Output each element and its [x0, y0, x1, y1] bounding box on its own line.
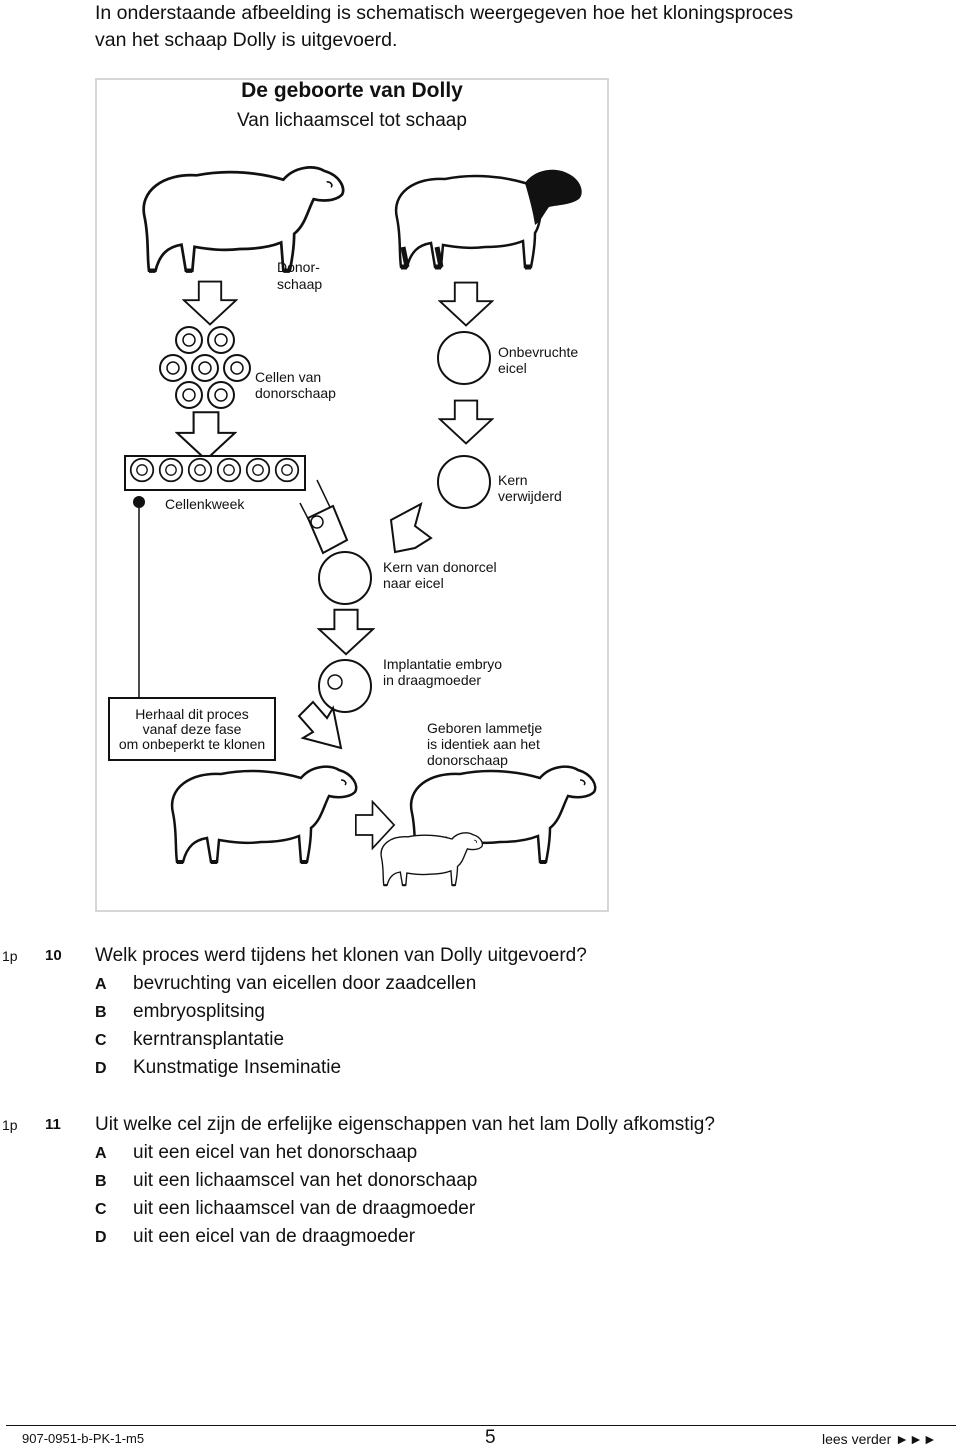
surrogate-sheep: [172, 767, 356, 862]
option-text: bevruchting van eicellen door zaadcellen: [133, 973, 477, 994]
label-donor-2: schaap: [277, 276, 323, 292]
option-letter: B: [95, 1004, 107, 1021]
intro-line-1: In onderstaande afbeelding is schematisch weergegeven hoe het kloningsproces: [95, 2, 794, 24]
option-d[interactable]: [95, 1057, 341, 1079]
option-letter: D: [95, 1060, 107, 1077]
label-implant-2: in draagmoeder: [383, 672, 482, 688]
pipette: [300, 480, 347, 553]
embryo-nucleus: [328, 675, 342, 689]
page-number: 5: [485, 1427, 496, 1448]
question-number: 10: [45, 947, 62, 964]
embryo: [319, 660, 371, 712]
arrow-down-1: [184, 282, 236, 325]
label-cells-2: donorschaap: [255, 385, 336, 401]
option-letter: B: [95, 1173, 107, 1190]
option-letter: D: [95, 1229, 107, 1246]
option-a[interactable]: [95, 973, 476, 995]
label-born-1: Geboren lammetje: [427, 720, 543, 736]
option-b[interactable]: [95, 1170, 477, 1192]
option-text: embryosplitsing: [133, 1001, 265, 1022]
label-repeat-1: Herhaal dit proces: [135, 706, 249, 722]
figure-title: De geboorte van Dolly: [241, 79, 463, 102]
label-egg-1: Onbevruchte: [498, 344, 579, 360]
donor-cells: [160, 327, 250, 408]
question-number: 11: [45, 1116, 61, 1133]
arrow-down-5: [319, 610, 373, 654]
label-nucleus-2: verwijderd: [498, 488, 562, 504]
arrow-diagonal-1: [391, 504, 431, 552]
egg-with-donor-nucleus: [319, 552, 371, 604]
points-label: 1p: [2, 1117, 18, 1133]
label-egg-2: eicel: [498, 360, 527, 376]
exam-code: 907-0951-b-PK-1-m5: [22, 1431, 145, 1446]
label-nucleus-1: Kern: [498, 472, 528, 488]
option-text: Kunstmatige Inseminatie: [133, 1057, 342, 1078]
option-c[interactable]: [95, 1198, 475, 1220]
label-donor-1: Donor-: [277, 259, 320, 275]
option-text: uit een eicel van het donorschaap: [133, 1142, 418, 1163]
arrow-down-3: [440, 283, 492, 326]
option-d[interactable]: [95, 1226, 415, 1248]
enucleated-egg: [438, 456, 490, 508]
cell-culture-dish: [125, 456, 305, 490]
cloning-diagram: [95, 78, 609, 912]
question-stem: Uit welke cel zijn de erfelijke eigenschappen van het lam Dolly afkomstig?: [95, 1114, 715, 1135]
label-cells-1: Cellen van: [255, 369, 322, 385]
label-transfer-1: Kern van donorcel: [383, 559, 497, 575]
page-footer: [0, 1425, 960, 1447]
option-text: kerntransplantatie: [133, 1029, 285, 1050]
continue-label: lees verder ►►►: [822, 1431, 937, 1447]
figure-subtitle: Van lichaamscel tot schaap: [237, 110, 467, 131]
option-letter: A: [95, 976, 107, 993]
label-transfer-2: naar eicel: [383, 575, 444, 591]
option-letter: C: [95, 1201, 107, 1218]
option-b[interactable]: [95, 1001, 265, 1023]
option-letter: C: [95, 1032, 107, 1049]
label-born-2: is identiek aan het: [427, 736, 540, 752]
option-text: uit een lichaamscel van de draagmoeder: [133, 1198, 476, 1219]
label-repeat-2: vanaf deze fase: [142, 721, 242, 737]
blackface-sheep: [396, 170, 582, 267]
donor-sheep: [144, 167, 343, 270]
unfertilized-egg: [438, 332, 490, 384]
option-text: uit een eicel van de draagmoeder: [133, 1226, 416, 1247]
label-culture: Cellenkweek: [165, 496, 245, 512]
option-a[interactable]: [95, 1142, 417, 1164]
points-label: 1p: [2, 948, 18, 964]
arrow-down-2: [177, 412, 235, 460]
dolly-lamb: [381, 833, 482, 885]
option-letter: A: [95, 1145, 107, 1162]
label-repeat-3: om onbeperkt te klonen: [118, 736, 266, 752]
arrow-down-4: [440, 401, 492, 444]
label-implant-1: Implantatie embryo: [383, 656, 503, 672]
intro-text: [95, 0, 935, 54]
question-stem: Welk proces werd tijdens het klonen van Dolly uitgevoerd?: [95, 945, 587, 966]
option-c[interactable]: [95, 1029, 284, 1051]
intro-line-2: van het schaap Dolly is uitgevoerd.: [95, 29, 398, 51]
option-text: uit een lichaamscel van het donorschaap: [133, 1170, 478, 1191]
footer-rule: [6, 1425, 956, 1426]
label-born-3: donorschaap: [427, 752, 508, 768]
